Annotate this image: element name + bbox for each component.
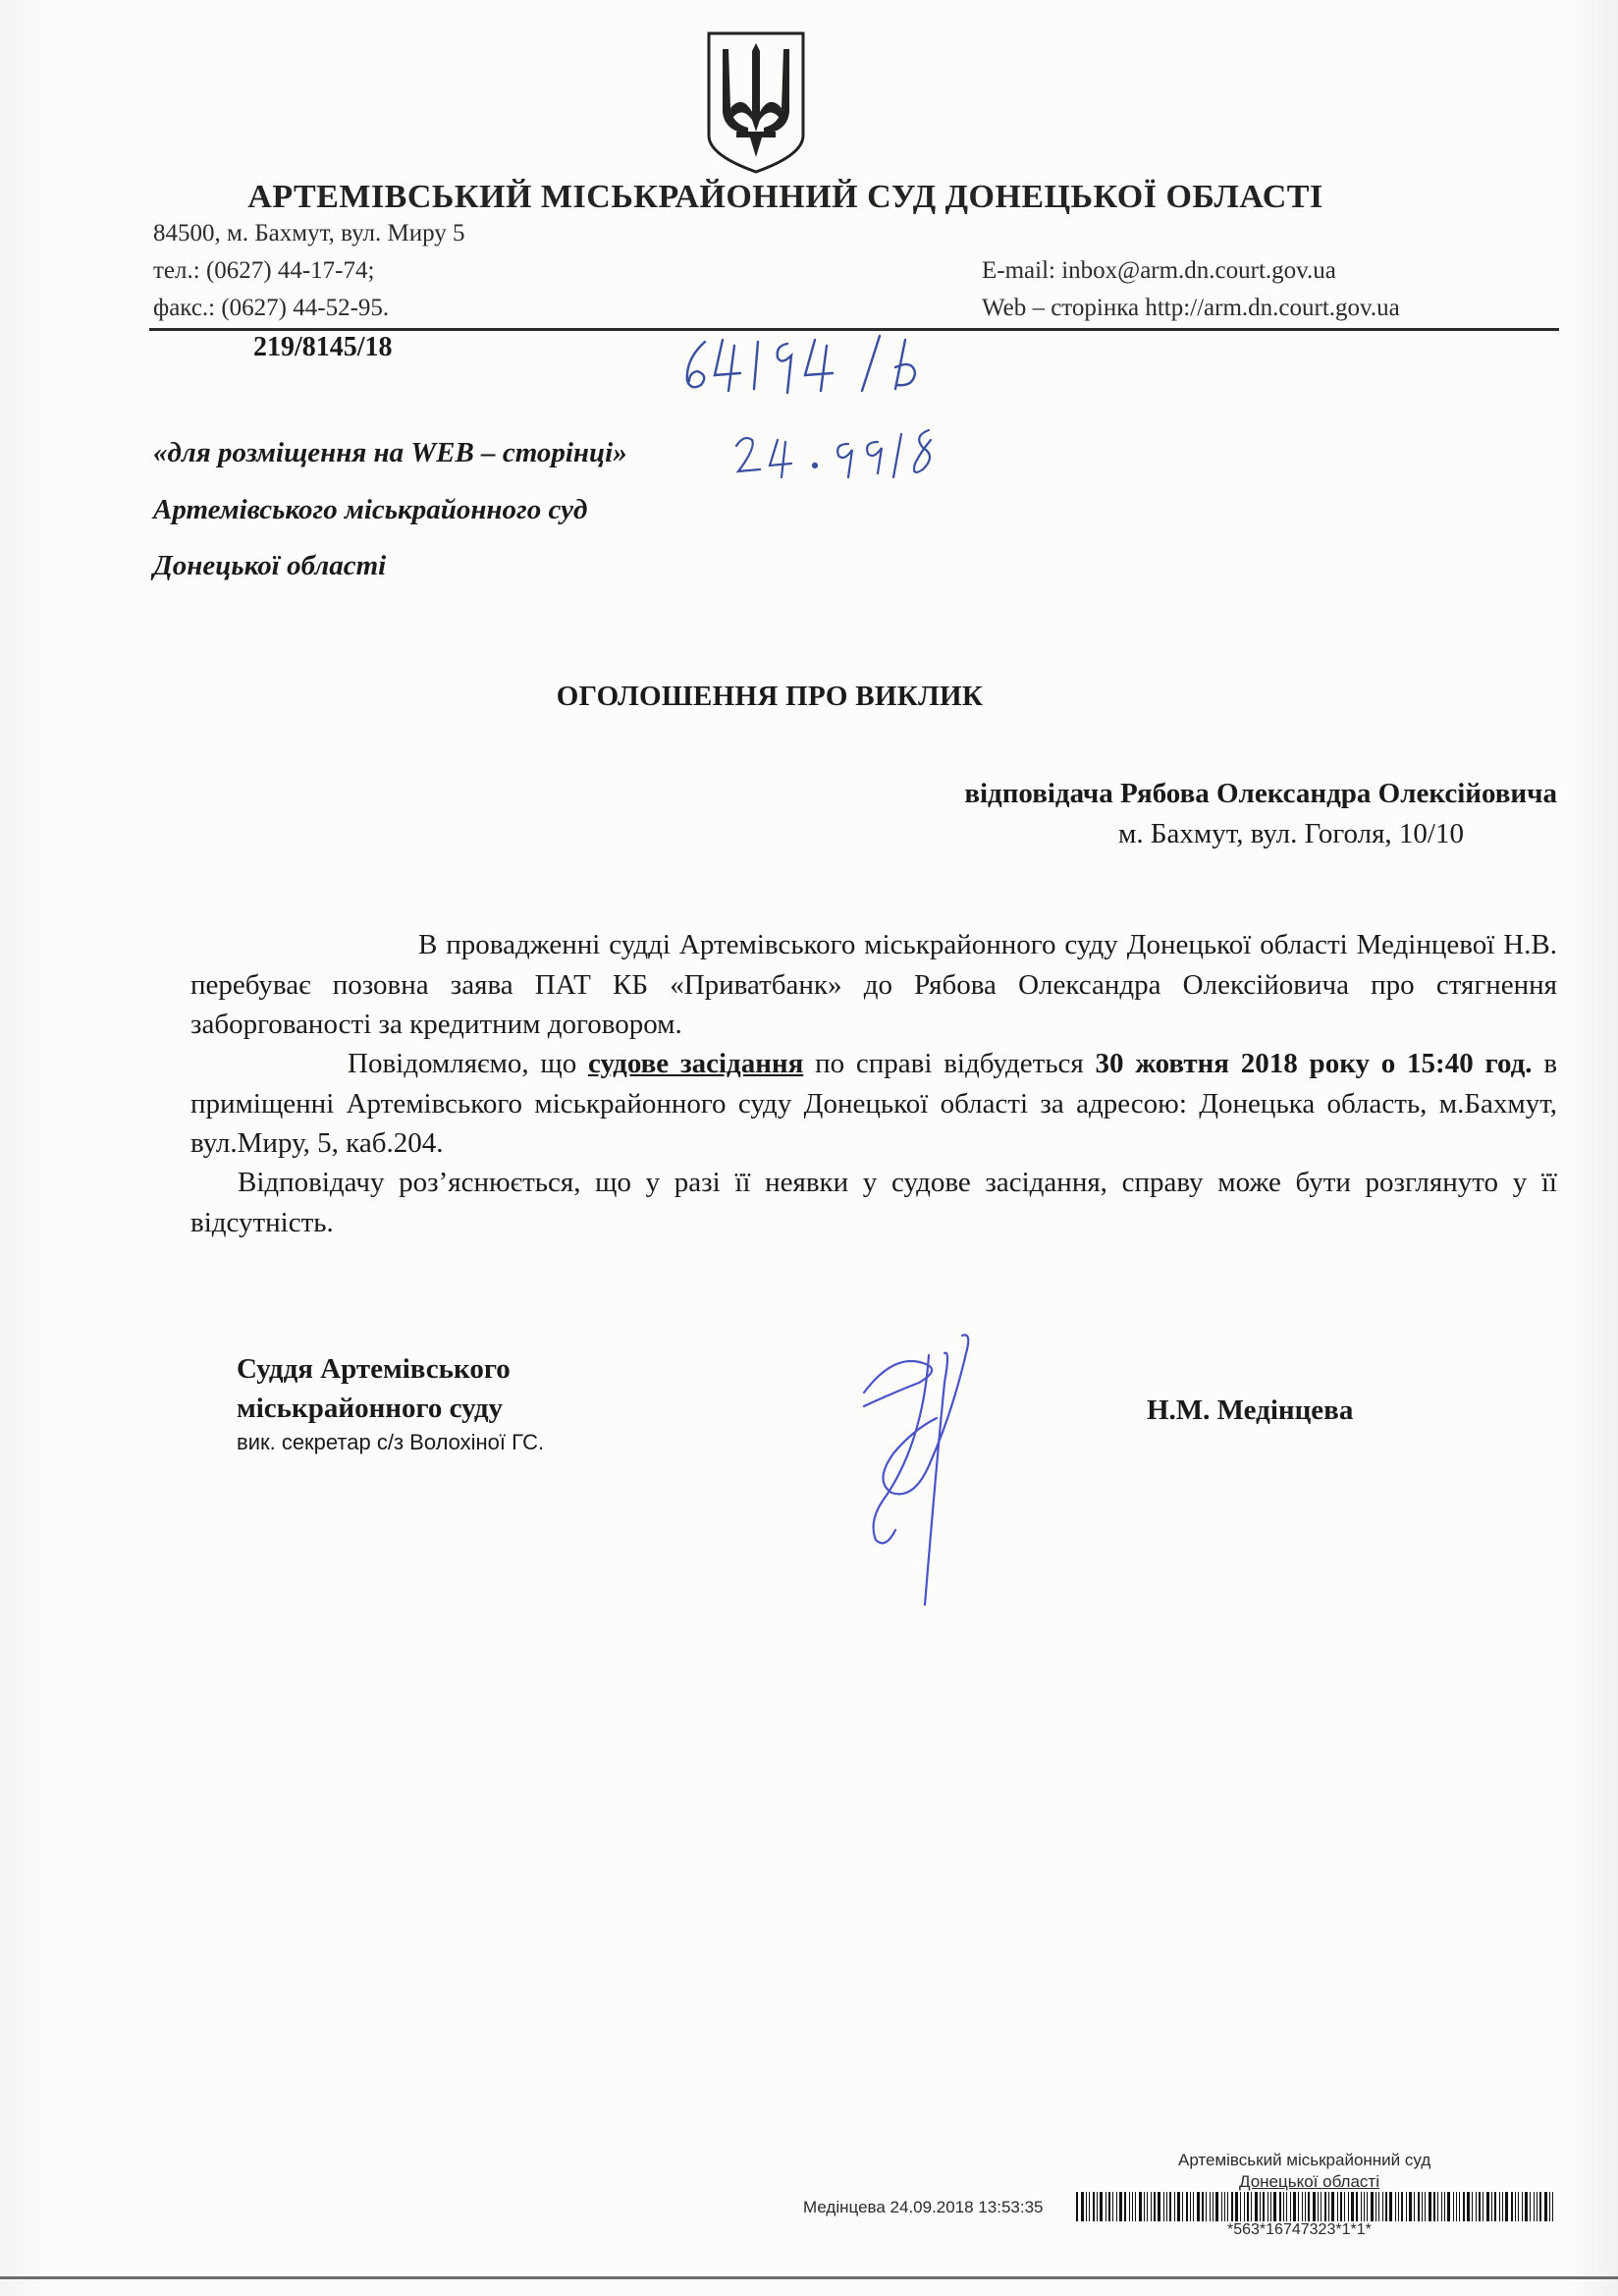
barcode-bar	[1283, 2192, 1284, 2221]
barcode-bar	[1240, 2192, 1241, 2221]
barcode-bar	[1235, 2192, 1238, 2221]
barcode-bar	[1158, 2192, 1160, 2221]
barcode-bar	[1290, 2192, 1291, 2221]
barcode-bar	[1401, 2192, 1403, 2221]
barcode-bar	[1340, 2192, 1342, 2221]
barcode-bar	[1147, 2192, 1148, 2221]
barcode-bar	[1305, 2192, 1306, 2221]
barcode-bar	[1348, 2192, 1349, 2221]
barcode-bar	[1409, 2192, 1412, 2221]
barcode-bar	[1119, 2192, 1122, 2221]
barcode-bar	[1279, 2192, 1281, 2221]
barcode-bar	[1197, 2192, 1200, 2221]
barcode-bar	[1356, 2192, 1358, 2221]
trident-emblem-icon	[703, 29, 809, 175]
barcode-bar	[1414, 2192, 1415, 2221]
barcode-bar	[1331, 2192, 1334, 2221]
barcode-bar	[1139, 2192, 1142, 2221]
p2-text-c: в приміщенні Артемівського міськрайонного суду Донецької області за адресою: Донецька область, м.Бахмут, вул.Миру, 5, каб.204.	[190, 1048, 1558, 1159]
barcode-bar	[1525, 2192, 1528, 2221]
p2-text-b: по справі відбудеться	[803, 1048, 1096, 1079]
body-paragraph-1: В провадженні судді Артемівського міськрайонного суду Донецької області Медінцевої Н.В. перебуває позовна заява ПАТ КБ «Приватбанк» до Рябова Олександра Олексійовича про стягнення заборгованості за кредитним договором.	[190, 929, 1557, 1040]
barcode-bar	[1375, 2192, 1376, 2221]
barcode-bar	[1093, 2192, 1095, 2221]
destination-line-2: Артемівського міськрайонного суд	[153, 494, 588, 525]
barcode-bar	[1177, 2192, 1180, 2221]
respondent-name: відповідача Рябова Олександра Олексійовича	[964, 778, 1557, 809]
barcode-bar	[1193, 2192, 1194, 2221]
barcode-bar	[1398, 2192, 1399, 2221]
document-barcode	[1076, 2192, 1557, 2221]
barcode-bar	[1351, 2192, 1354, 2221]
barcode-bar	[1151, 2192, 1152, 2221]
barcode-bar	[1502, 2192, 1503, 2221]
barcode-bar	[1406, 2192, 1407, 2221]
respondent-address: м. Бахмут, вул. Гоголя, 10/10	[1118, 818, 1464, 849]
court-address: 84500, м. Бахмут, вул. Миру 5	[153, 220, 465, 246]
barcode-bar	[1135, 2192, 1136, 2221]
barcode-bar	[1361, 2192, 1362, 2221]
barcode-bar	[1251, 2192, 1252, 2221]
barcode-bar	[1086, 2192, 1087, 2221]
barcode-bar	[1479, 2192, 1481, 2221]
court-name-heading: АРТЕМІВСЬКИЙ МІСЬКРАЙОННИЙ СУД ДОНЕЦЬКОЇ ОБЛАСТІ	[247, 179, 1323, 215]
barcode-bar	[1163, 2192, 1164, 2221]
barcode-bar	[1463, 2192, 1465, 2221]
p2-hearing-label: судове засідання	[588, 1048, 804, 1079]
barcode-bar	[1247, 2192, 1249, 2221]
barcode-bar	[1437, 2192, 1438, 2221]
destination-line-1: «для розміщення на WEB – сторінці»	[153, 437, 627, 468]
document-title: ОГОЛОШЕННЯ ПРО ВИКЛИК	[556, 681, 984, 712]
barcode-bar	[1456, 2192, 1457, 2221]
destination-line-3: Донецької області	[153, 550, 387, 581]
scan-edge-line	[0, 2276, 1618, 2279]
barcode-bar	[1328, 2192, 1329, 2221]
stamp-signed-by: Медінцева 24.09.2018 13:53:35	[803, 2198, 1044, 2216]
barcode-bar	[1213, 2192, 1214, 2221]
stamp-court-line-1: Артемівський міськрайонний суд	[1178, 2151, 1431, 2169]
barcode-bar	[1444, 2192, 1445, 2221]
barcode-bar	[1539, 2192, 1541, 2221]
barcode-bar	[1324, 2192, 1326, 2221]
barcode-bar	[1308, 2192, 1310, 2221]
barcode-bar	[1244, 2192, 1245, 2221]
barcode-bar	[1486, 2192, 1489, 2221]
barcode-bar	[1499, 2192, 1500, 2221]
p2-hearing-date: 30 жовтня 2018 року о 15:40 год.	[1095, 1048, 1533, 1079]
barcode-bar	[1522, 2192, 1523, 2221]
barcode-bar	[1263, 2192, 1265, 2221]
handwritten-date	[727, 424, 952, 485]
barcode-bar	[1112, 2192, 1113, 2221]
court-phone: тел.: (0627) 44-17-74;	[153, 257, 375, 284]
barcode-bar	[1186, 2192, 1188, 2221]
barcode-bar	[1267, 2192, 1268, 2221]
barcode-bar	[1076, 2192, 1078, 2221]
body-paragraph-3: Відповідачу роз’яснюється, що у разі її неявки у судове засідання, справу може бути розглянуто у її відсутність.	[190, 1167, 1557, 1238]
barcode-bar	[1418, 2192, 1420, 2221]
court-email: E-mail: inbox@arm.dn.court.gov.ua	[982, 257, 1336, 284]
barcode-bar	[1425, 2192, 1426, 2221]
barcode-bar	[1433, 2192, 1435, 2221]
p2-text-a: Повідомляємо, що	[348, 1048, 589, 1079]
barcode-bar	[1221, 2192, 1222, 2221]
barcode-bar	[1182, 2192, 1183, 2221]
barcode-bar	[1097, 2192, 1098, 2221]
barcode-bar	[1081, 2192, 1084, 2221]
barcode-bar	[1385, 2192, 1387, 2221]
barcode-bar	[1530, 2192, 1531, 2221]
barcode-bar	[1293, 2192, 1296, 2221]
barcode-bar	[1100, 2192, 1103, 2221]
barcode-bar	[1472, 2192, 1473, 2221]
barcode-bar	[1511, 2192, 1513, 2221]
barcode-bar	[1491, 2192, 1492, 2221]
barcode-bar	[1313, 2192, 1316, 2221]
barcode-bar	[1544, 2192, 1547, 2221]
barcode-bar	[1494, 2192, 1496, 2221]
barcode-bar	[1389, 2192, 1392, 2221]
barcode-bar	[1534, 2192, 1535, 2221]
judge-signature	[835, 1324, 982, 1609]
secretary-note: вик. секретар с/з Волохіної ГС.	[237, 1430, 545, 1454]
barcode-bar	[1169, 2192, 1171, 2221]
judge-title-line-1: Суддя Артемівського	[237, 1353, 511, 1385]
barcode-bar	[1459, 2192, 1460, 2221]
barcode-bar	[1260, 2192, 1261, 2221]
barcode-bar	[1286, 2192, 1287, 2221]
judge-title-line-2: міськрайонного суду	[237, 1393, 504, 1424]
barcode-bar	[1515, 2192, 1516, 2221]
barcode-bar	[1364, 2192, 1365, 2221]
barcode-bar	[1108, 2192, 1110, 2221]
barcode-bar	[1378, 2192, 1379, 2221]
barcode-bar	[1318, 2192, 1319, 2221]
barcode-bar	[1154, 2192, 1156, 2221]
barcode-bar	[1202, 2192, 1204, 2221]
court-fax: факс.: (0627) 44-52-95.	[153, 295, 390, 321]
barcode-bar	[1395, 2192, 1396, 2221]
barcode-bar	[1206, 2192, 1207, 2221]
barcode-bar	[1174, 2192, 1175, 2221]
barcode-bar	[1467, 2192, 1470, 2221]
barcode-bar	[1549, 2192, 1550, 2221]
case-number: 219/8145/18	[253, 332, 393, 362]
barcode-bar	[1231, 2192, 1233, 2221]
barcode-bar	[1166, 2192, 1167, 2221]
barcode-bar	[1210, 2192, 1211, 2221]
barcode-bar	[1337, 2192, 1338, 2221]
barcode-bar	[1505, 2192, 1508, 2221]
barcode-bar	[1441, 2192, 1442, 2221]
barcode-bar	[1129, 2192, 1130, 2221]
barcode-bar	[1144, 2192, 1145, 2221]
barcode-bar	[1382, 2192, 1383, 2221]
barcode-bar	[1453, 2192, 1454, 2221]
barcode-bar	[1227, 2192, 1228, 2221]
barcode-text: *563*16747323*1*1*	[1227, 2221, 1372, 2238]
barcode-bar	[1476, 2192, 1477, 2221]
barcode-bar	[1302, 2192, 1303, 2221]
barcode-bar	[1116, 2192, 1117, 2221]
barcode-bar	[1215, 2192, 1218, 2221]
barcode-bar	[1298, 2192, 1299, 2221]
barcode-bar	[1367, 2192, 1368, 2221]
handwritten-registration-number	[677, 330, 972, 399]
barcode-bar	[1270, 2192, 1271, 2221]
barcode-bar	[1273, 2192, 1276, 2221]
barcode-bar	[1447, 2192, 1450, 2221]
barcode-bar	[1371, 2192, 1374, 2221]
stamp-court-line-2: Донецької області	[1239, 2172, 1379, 2191]
barcode-bar	[1518, 2192, 1519, 2221]
barcode-bar	[1552, 2192, 1553, 2221]
barcode-bar	[1422, 2192, 1423, 2221]
body-paragraph-2	[190, 1044, 1557, 1164]
barcode-bar	[1344, 2192, 1345, 2221]
judge-name: Н.М. Медінцева	[1147, 1394, 1354, 1426]
barcode-bar	[1429, 2192, 1431, 2221]
barcode-bar	[1255, 2192, 1258, 2221]
barcode-bar	[1132, 2192, 1133, 2221]
barcode-bar	[1089, 2192, 1090, 2221]
barcode-bar	[1124, 2192, 1126, 2221]
barcode-bar	[1190, 2192, 1191, 2221]
barcode-bar	[1224, 2192, 1225, 2221]
court-website: Web – сторінка http://arm.dn.court.gov.ua	[982, 295, 1400, 321]
